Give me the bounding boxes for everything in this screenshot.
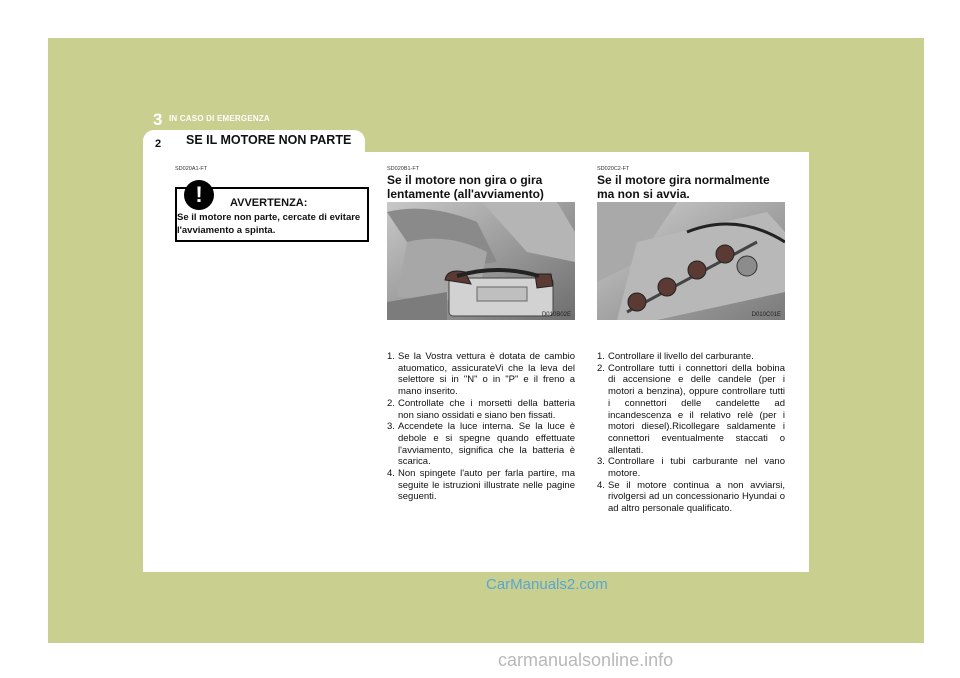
list-item: [387, 468, 575, 503]
ignition-photo: [597, 202, 785, 320]
step-text: Controllate che i morsetti della batteria non siano ossidati e siano ben fissati.: [398, 397, 575, 421]
middle-section-code: SD020B1-FT: [387, 166, 420, 172]
step-number: 1.: [387, 351, 395, 362]
list-item: [387, 398, 575, 421]
step-number: 3.: [597, 456, 605, 468]
list-item: [387, 421, 575, 468]
list-item: [387, 351, 575, 398]
step-text: Accendete la luce interna. Se la luce è debole e si spegne quando effettuate l'avviamento, significa che la batteria è scarica.: [398, 421, 575, 468]
battery-photo: [387, 202, 575, 320]
section-title: SE IL MOTORE NON PARTE: [186, 133, 352, 147]
step-text: Controllare i tubi carburante nel vano motore.: [608, 456, 785, 480]
step-number: 2.: [387, 397, 395, 409]
right-section-code: SD020C2-FT: [597, 166, 630, 172]
list-item: [597, 456, 785, 479]
watermark-carmanualsonline: carmanualsonline.info: [498, 650, 674, 670]
chapter-title: IN CASO DI EMERGENZA: [169, 114, 270, 123]
right-steps: [597, 351, 785, 515]
warning-text: Se il motore non parte, cercate di evitare l'avviamento a spinta.: [177, 212, 361, 236]
warning-code: SD020A1-FT: [175, 166, 208, 172]
step-text: Controllare tutti i connettori della bobina di accensione e delle candele (per i motori a benzina), oppure controllare tutti i connettori delle candelette ad incandescenza e il relativo relè (per i motori diesel).Ricollegare saldamente i connettori eventualmente staccati o allentati.: [608, 362, 785, 456]
step-number: 3.: [387, 421, 395, 433]
battery-photo-code: D010B02E: [541, 312, 571, 318]
step-text: Se la Vostra vettura è dotata de cambio atuomatico, assicurateVi che la leva del selettore si in "N" o in "P" e il freno a mano inserito.: [398, 351, 575, 398]
step-text: Controllare il livello del carburante.: [608, 351, 754, 362]
warning-title: AVVERTENZA:: [230, 197, 308, 209]
chapter-number: 3: [153, 110, 163, 129]
step-text: Se il motore continua a non avviarsi, rivolgersi ad un concessionario Hyundai o ad altro personale qualificato.: [608, 479, 785, 515]
middle-heading: Se il motore non gira o gira lentamente (all'avviamento): [387, 173, 544, 201]
watermark-carmanuals2: CarManuals2.com: [486, 576, 608, 593]
step-number: 2.: [597, 362, 605, 374]
step-number: 4.: [597, 479, 605, 491]
middle-steps: [387, 351, 575, 503]
list-item: [597, 363, 785, 457]
ignition-coil-illustration: [597, 202, 785, 320]
warning-icon: !: [184, 180, 214, 210]
step-number: 1.: [597, 351, 605, 362]
list-item: [597, 351, 785, 363]
engine-bay-illustration: [387, 202, 575, 320]
page-number: 2: [155, 138, 162, 150]
ignition-photo-code: D010C01E: [751, 312, 781, 318]
list-item: [597, 480, 785, 515]
right-heading: Se il motore gira normalmente ma non si avvia.: [597, 173, 770, 201]
step-number: 4.: [387, 468, 395, 480]
step-text: Non spingete l'auto per farla partire, ma seguite le istruzioni illustrate nelle pagine seguenti.: [398, 468, 575, 503]
